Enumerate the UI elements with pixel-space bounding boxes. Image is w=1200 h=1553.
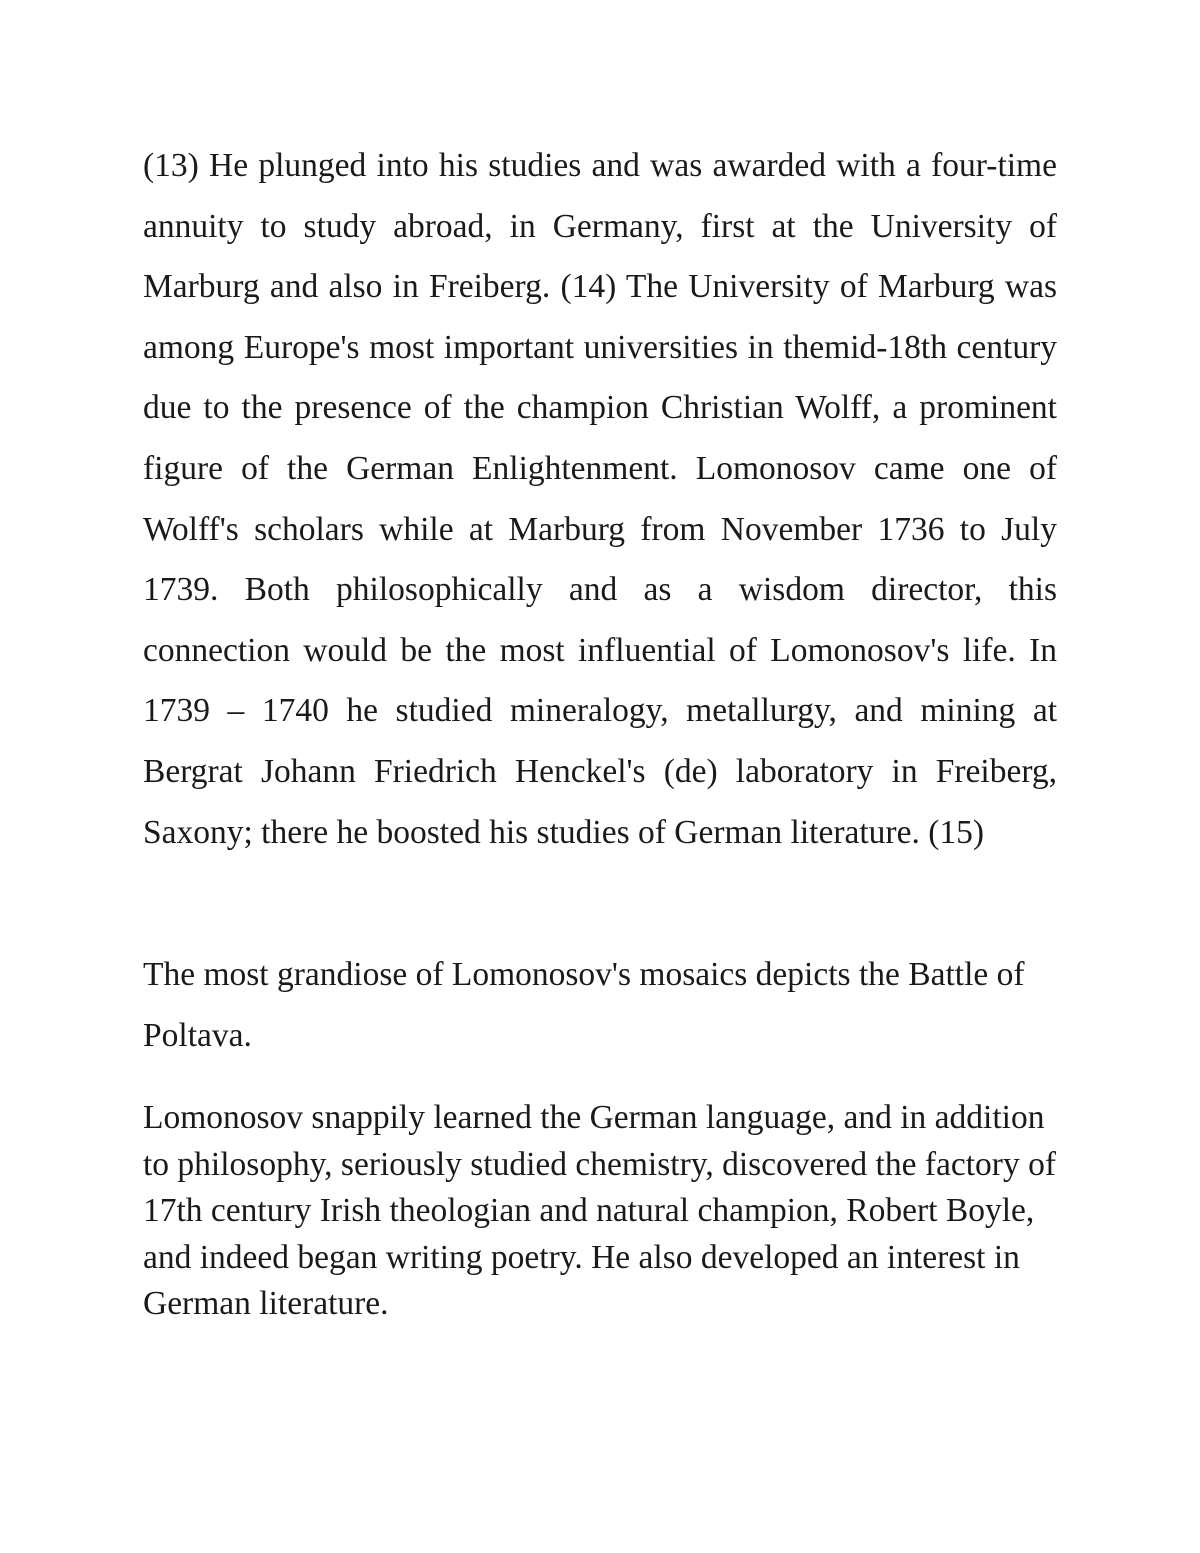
paragraph-german-language: Lomonosov snappily learned the German language, and in addition to philosophy, seriously studied chemistry, discovered the factory of 17th century Irish theologian and natural champion, Robert Boyle, and indeed began writing poetry. He also developed an interest in German literature. — [143, 1099, 1056, 1322]
paragraph-battle-of-poltava: The most grandiose of Lomonosov's mosaics depicts the Battle of Poltava. — [143, 956, 1025, 1054]
paragraph-lomonosov-studies: (13) He plunged into his studies and was awarded with a four-time annuity to study abroad, in Germany, first at the University of Marburg and also in Freiberg. (14) The University of Marburg was among Europe's most important universities in themid-18th century due to the presence of the champion Christian Wolff, a prominent figure of the German Enlightenment. Lomonosov came one of Wolff's scholars while at Marburg from November 1736 to July 1739. Both philosophically and as a wisdom director, this connection would be the most influential of Lomonosov's life. In 1739 – 1740 he studied mineralogy, metallurgy, and mining at Bergrat Johann Friedrich Henckel's (de) laboratory in Freiberg, Saxony; there he boosted his studies of German literature. (15) — [143, 147, 1057, 851]
